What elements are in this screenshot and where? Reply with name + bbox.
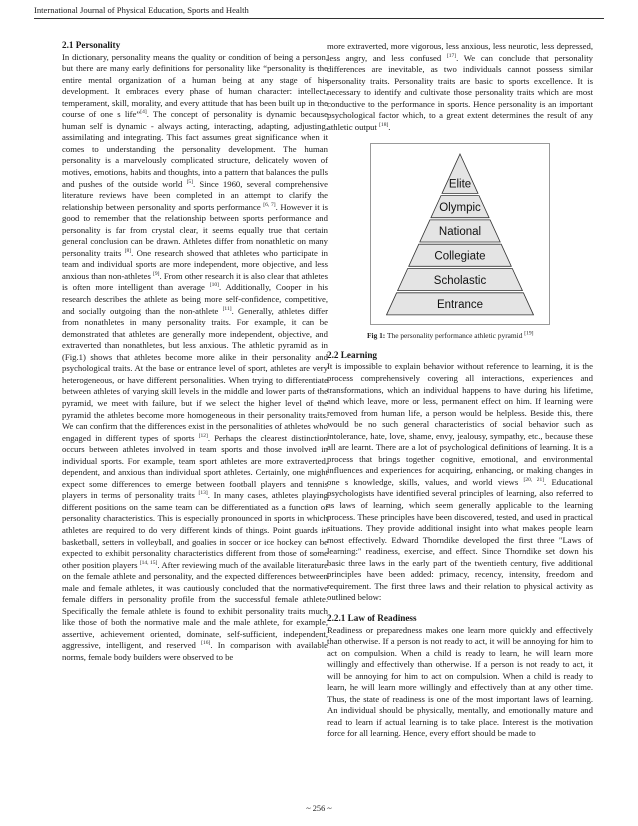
citation: [16] [201, 640, 211, 647]
pyramid-label-national: National [438, 226, 482, 239]
pyramid-label-collegiate: Collegiate [434, 250, 486, 263]
text-run: In dictionary, personality means the quality or condition of being a person, but there are many early definitions for personality like “personality is the entire mental organization of a human being at any stage of his development. It embraces every phase of human character: intellect, temperament, skill, morality, and every attitude that has been built up in the course of one s life” [62, 51, 328, 120]
citation: [12] [198, 432, 208, 439]
text-run: more extraverted, more vigorous, less anxious, less neurotic, less depressed, less angry, and less confused [327, 41, 593, 63]
figure-1 [327, 143, 593, 342]
section-heading-readiness: 2.2.1 Law of Readiness [327, 612, 417, 623]
citation: [11] [222, 305, 232, 312]
pyramid-label-elite: Elite [448, 178, 472, 191]
citation: [19] [524, 330, 534, 337]
text-run: . Educational psychologists have identified several principles of learning, also referred to as laws of learning, which seem generally applicable to the learning process. These principles have been discovered, tested, and used in practical situations. They provide additional insight into what makes people learn most effectively. Edward Thorndike developed the first three "Laws of learning:" readiness, exercise, and effect. Since Thorndike set down his basic three laws in the early part of the twentieth century, five additional principles have been added: primacy, recency, intensity, freedom and requirement. The first three laws and their relation to physical activity as outlined below: [327, 476, 593, 603]
citation: [6, 7] [263, 201, 276, 208]
right-column [327, 41, 593, 740]
citation: [5] [186, 178, 194, 185]
text-run: . Generally, athletes differ from nonathletes in many personality traits. For example, it can be demonstrated that athletes are generally more independent, objective, and extraverted than nonathletes, but less anxious. The athletic pyramid as in (Fig.1) shows that athletes become more alike in their personality and psychological traits. At the base or entrance level of sport, athletes are very heterogeneous, or have different personalities. When trying to differentiate between athletes of varying skill levels in the middle and lower parts of the pyramid, we meet with failure, but if we select the higher level of the pyramid the athletes become more homogeneous in their personality traits. We can confirm that the differences exist in the personalities of athletes who engaged in different types of sports [62, 305, 328, 443]
left-column [62, 40, 328, 664]
text-run: . One research showed that athletes who participate in team and individual sports are more independent, more objective, and less anxious than non-athletes [62, 247, 328, 281]
text-run: . The concept of personality is dynamic because human self is dynamic - always acting, interacting, adapting, adjusting, assimilating and integrating. This fact assumes great significance when it comes to understanding the personality development. The human personality is a marvelously complicated structure, delicately woven of motives, emotions, habits and thoughts, into a pattern that balances the pulls and pushes of the outside world [62, 109, 328, 189]
readiness-paragraph: Readiness or preparedness makes one learn more quickly and effectively than otherwise. If a person is not ready to act, it will be annoying for him to act on compulsion. When a child is ready to learn, he will learn more willingly and effectively than otherwise. If a person is not ready to act, it will be annoying for him to act on compulsion. When a child is ready to learn, he will learn more willingly and effectively than at any other time. Thus, the state of readiness is one of the most important laws of learning. An individual should be physically, mentally, and emotionally mature and read to learn if actual learning is to take place. Interest is the motivation force for all learning. Hence, every effort should be made to [327, 624, 593, 739]
pyramid-diagram [370, 143, 550, 325]
citation: [9] [153, 271, 160, 278]
text-run: It is impossible to explain behavior without reference to learning, it is the process comprehensively covering all interactions, experiences and transformations, which an individual happens to have during his lifetime, and which leave, more or less, permanent effect on him. If learning were removed from human life, a person would be helpless. Beside this, there would be no such general characteristics of social behavior such as intolerance, hate, love, shame, envy, jealousy, sympathy, etc., because these all are learnt. There are a lot of psychological definitions of learning. It is a process that brings together cognitive, emotional, and environmental influences and experiences for acquiring, enhancing, or making changes in one s knowledge, skills, values, and world views [327, 361, 593, 487]
personality-paragraph-continued [327, 41, 593, 133]
pyramid-label-olympic: Olympic [439, 202, 481, 215]
text-run: . From other research it is also clear that athletes is often more intelligent than average [62, 270, 328, 293]
pyramid-svg [371, 144, 549, 324]
text-run: . Perhaps the clearest distinction occurs between athletes involved in team sports and those involved in individual sports. For example, team sport athletes are more extraverted, dependent, and anxious than individual sport athletes. Certainly, one might expect some differences to emerge between football players and tennis players in terms of personality traits [62, 432, 329, 501]
personality-paragraph [62, 52, 328, 664]
text-run: . Additionally, Cooper in his research describes the athlete as being more self-confidence, competitive, and socially outgoing than the non-athlete [62, 282, 329, 316]
citation: [20, 21] [523, 477, 545, 484]
citation: [13] [198, 490, 208, 497]
caption-text: The personality performance athletic pyramid [385, 331, 523, 341]
citation: [10] [209, 282, 219, 289]
figure-caption [367, 330, 593, 342]
learning-paragraph [327, 361, 593, 603]
text-run: . After reviewing much of the available literature on the female athlete and personality, and the expected differences between male and female athletes, it was cautiously concluded that the normative female differs in personality profile from the successful female athlete. Specifically the female athlete is found to exhibit personality traits much like those of both the normative male and the male athlete, for example, assertive, achievement oriented, dominate, self-sufficient, independent, aggressive, intelligent, and reserved [62, 559, 328, 651]
header-rule [34, 18, 604, 19]
section-heading-personality: 2.1 Personality [62, 40, 121, 50]
citation: [18] [379, 121, 389, 128]
citation: [4] [140, 109, 147, 116]
pyramid-label-scholastic: Scholastic [433, 275, 487, 288]
text-run: . In comparison with available norms, female body builders were observed to be [62, 640, 328, 662]
text-run: . However it is good to remember that the relationship between sports performance and personality is far from crystal clear, it seems equally true that certain general conclusion can be drawn. Athletes differ from nonathletic on many personality traits [62, 201, 328, 258]
pyramid-label-entrance: Entrance [436, 299, 484, 312]
text-run: . [388, 121, 391, 132]
section-heading-learning: 2.2 Learning [327, 349, 378, 360]
page-number: ~ 256 ~ [306, 804, 332, 813]
citation: [14, 15] [139, 559, 158, 566]
journal-title: International Journal of Physical Education, Sports and Health [34, 5, 249, 15]
citation: [8] [124, 247, 132, 254]
text-run: . We can conclude that personality differences are inevitable, as two individuals cannot possess similar personality traits. Personality traits are basic to sports excellence. It is necessary to identify and cultivate those personality traits which are most conductive to the performance in sports. Hence personality is an important psychological factor which, to a great extent determines the result of any athletic output [327, 52, 594, 132]
citation: [17] [446, 52, 457, 59]
text-run: . Since 1960, several comprehensive literature reviews have been completed in an attempt to clarify the relationship between personality and sports performance [62, 178, 329, 212]
text-run: . In many cases, athletes playing different positions on the same team can be differentiated as a function of personality characteristics. This is especially pronounced in sports in which athletes are required to do very different kinds of things. Point guards in basketball, setters in volleyball, and goalies in soccer or ice hockey can be expected to exhibit personality characteristics different from those of some other position players [62, 490, 329, 570]
caption-label: Fig 1: [367, 331, 386, 341]
